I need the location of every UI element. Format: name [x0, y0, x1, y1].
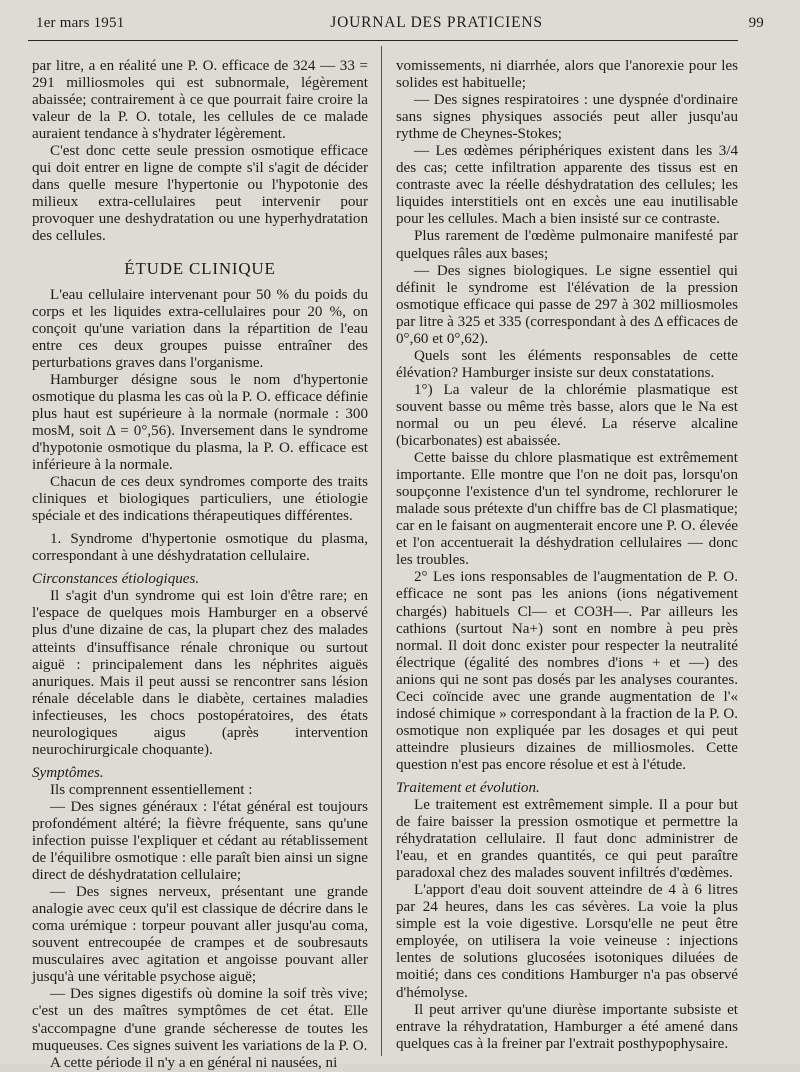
page-number: 99: [748, 15, 764, 31]
subheading: Symptômes.: [32, 764, 104, 781]
left-column: [32, 58, 368, 1072]
paragraph: — Des signes respiratoires : une dyspnée d'ordinaire sans signes physiques associés peut aller jusqu'au rythme de Cheynes-Stokes;: [396, 92, 738, 143]
subheading: Circonstances étiologiques.: [32, 571, 200, 588]
paragraph: Hamburger désigne sous le nom d'hypertonie osmotique du plasma les cas où la P. O. efficace définie plus haut est supérieure à la normale (normale : 300 mosM, soit Δ = 0°,56). Inversement dans le syndrome d'hypotonie osmotique du plasma, la P. O. efficace est inférieure à la normale.: [32, 371, 368, 474]
paragraph: — Des signes généraux : l'état général est toujours profondément altéré; la fièvre fréquente, sans qu'une infection puisse l'expliquer et cédant au rétablissement de l'équilibre osmotique : elle paraît bien ainsi un signe direct de déshydratation cellulaire;: [32, 798, 368, 884]
paragraph: C'est donc cette seule pression osmotique efficace qui doit entrer en ligne de compte s'il s'agit de décider dans quelle mesure l'hypertonie ou l'hypotonie des milieux extra-cellulaires peut intervenir pour provoquer une deshydratation ou une hyperhydratation des cellules.: [32, 143, 368, 245]
paragraph: Il s'agit d'un syndrome qui est loin d'être rare; en l'espace de quelques mois Hamburger en a observé plus d'une dizaine de cas, la plupart chez des malades atteints d'insuffisance rénale chronique ou surtout aiguë : principalement dans les néphrites aiguës anuriques. Mais il peut aussi se rencontrer sans lésion rénale décelable dans le diabète, certaines maladies infectieuses, les chocs postopératoires, des états neurologiques aigus (après intervention neurochirurgicale choquante).: [32, 588, 368, 758]
paragraph: L'eau cellulaire intervenant pour 50 % du poids du corps et les liquides extra-cellulaires pour 20 %, on conçoit qu'une variation dans la répartition de l'eau entre ces deux groupes puisse entraîner des perturbations graves dans l'organisme.: [32, 286, 368, 371]
paragraph: Ils comprennent essentiellement :: [50, 781, 253, 798]
paragraph: Cette baisse du chlore plasmatique est extrêmement importante. Elle montre que l'on ne doit pas, lorsqu'on soupçonne l'existence d'un tel syndrome, rechlorurer le malade sous prétexte d'un chiffre bas de Cl plasmatique; car en le faisant on augmenterait encore une P. O. élevée et l'on accentuerait la déshydration cellulaires — donc les troubles.: [396, 450, 738, 569]
paragraph: par litre, a en réalité une P. O. efficace de 324 — 33 = 291 milliosmoles qui est subnormale, légèrement abaissée; contrairement à ce que pourrait faire croire la valeur de la P. O. totale, les cellules de ce malade auraient tendance à s'hydrater légèrement.: [32, 58, 368, 143]
running-header: [36, 14, 764, 40]
section-title: ÉTUDE CLINIQUE: [124, 258, 276, 278]
paragraph: — Des signes nerveux, présentant une grande analogie avec ceux qu'il est classique de décrire dans le coma urémique : torpeur pouvant aller jusqu'au coma, souvent entrecoupée de crampes et de soubresauts musculaires avec agitation et angoisse pouvant aller jusqu'à une véritable psychose aiguë;: [32, 884, 368, 986]
paragraph: — Les œdèmes périphériques existent dans les 3/4 des cas; cette infiltration apparente des tissus est en contraste avec la réelle déshydratation des cellules; les liquides interstitiels ont en excès une eau inutilisable pour les cellules. Mach a bien insisté sur ce contraste.: [396, 143, 738, 228]
right-column: [396, 58, 738, 1053]
column-divider: [381, 46, 382, 1056]
header-rule: [28, 40, 738, 41]
paragraph: — Des signes digestifs où domine la soif très vive; c'est un des maîtres symptômes de cet état. Elle s'accompagne d'une grande sécheresse de toutes les muqueuses. Ces signes suivent les variations de la P. O.: [32, 986, 368, 1054]
subheading: Traitement et évolution.: [396, 779, 540, 796]
header-date: 1er mars 1951: [36, 15, 125, 31]
paragraph: 1°) La valeur de la chlorémie plasmatique est souvent basse ou même très basse, alors que le Na est normal ou un peu élevé. La réserve alcaline (bicarbonates) est abaissée.: [396, 381, 738, 450]
paragraph: — Des signes biologiques. Le signe essentiel qui définit le syndrome est l'élévation de la pression osmotique efficace qui passe de 297 à 302 milliosmoles par litre à 325 et 335 (correspondant à des Δ efficaces de 0°,60 et 0°,62).: [396, 262, 738, 347]
subsection-heading: 1. Syndrome d'hypertonie osmotique du plasma, correspondant à une déshydratation cellulaire.: [32, 531, 368, 565]
paragraph: Chacun de ces deux syndromes comporte des traits cliniques et biologiques particuliers, une étiologie spéciale et des indications thérapeutiques différentes.: [32, 474, 368, 525]
paragraph: 2° Les ions responsables de l'augmentation de P. O. efficace ne sont pas les anions (ions négativement chargés) habituels Cl— et CO3H—. Par ailleurs les cathions (surtout Na+) sont en nombre à peu près normal. Il doit donc exister pour respecter la neutralité électrique (égalité des nombres d'ions + et —) des anions qui ne sont pas dosés par les analyses courantes. Ceci coïncide avec une grande augmentation de l'« indosé chimique » correspondant à la fraction de la P. O. osmotique non expliquée par les dosages et qui peut atteindre plusieurs dizaines de milliosmoles. Cette question n'est pas encore résolue et est à l'étude.: [396, 569, 738, 773]
paragraph: Le traitement est extrêmement simple. Il a pour but de faire baisser la pression osmotique et permettre la réhydratation cellulaire. Il faut donc administrer de l'eau, et en grandes quantités, ce qui peut paraître paradoxal chez des malades souvent infiltrés d'œdèmes.: [396, 797, 738, 882]
paragraph: L'apport d'eau doit souvent atteindre de 4 à 6 litres par 24 heures, dans les cas sévères. La voie la plus simple est la voie digestive. Lorsqu'elle ne peut être employée, on utilisera la voie veineuse : injections lentes de solutions glucosées isotoniques diluées de moitié; dans ces conditions Hamburger n'a pas observé d'hémolyse.: [396, 882, 738, 1001]
paragraph: Il peut arriver qu'une diurèse importante subsiste et entrave la réhydratation, Hamburger a été amené dans quelques cas à la freiner par l'extrait posthypophysaire.: [396, 1001, 738, 1052]
paragraph: A cette période il n'y a en général ni nausées, ni: [50, 1054, 338, 1071]
paragraph: Plus rarement de l'œdème pulmonaire manifesté par quelques râles aux bases;: [396, 228, 738, 262]
journal-title: JOURNAL DES PRATICIENS: [330, 14, 543, 31]
paragraph: Quels sont les éléments responsables de cette élévation? Hamburger insiste sur deux constatations.: [396, 347, 738, 381]
paragraph: vomissements, ni diarrhée, alors que l'anorexie pour les solides est habituelle;: [396, 58, 738, 92]
